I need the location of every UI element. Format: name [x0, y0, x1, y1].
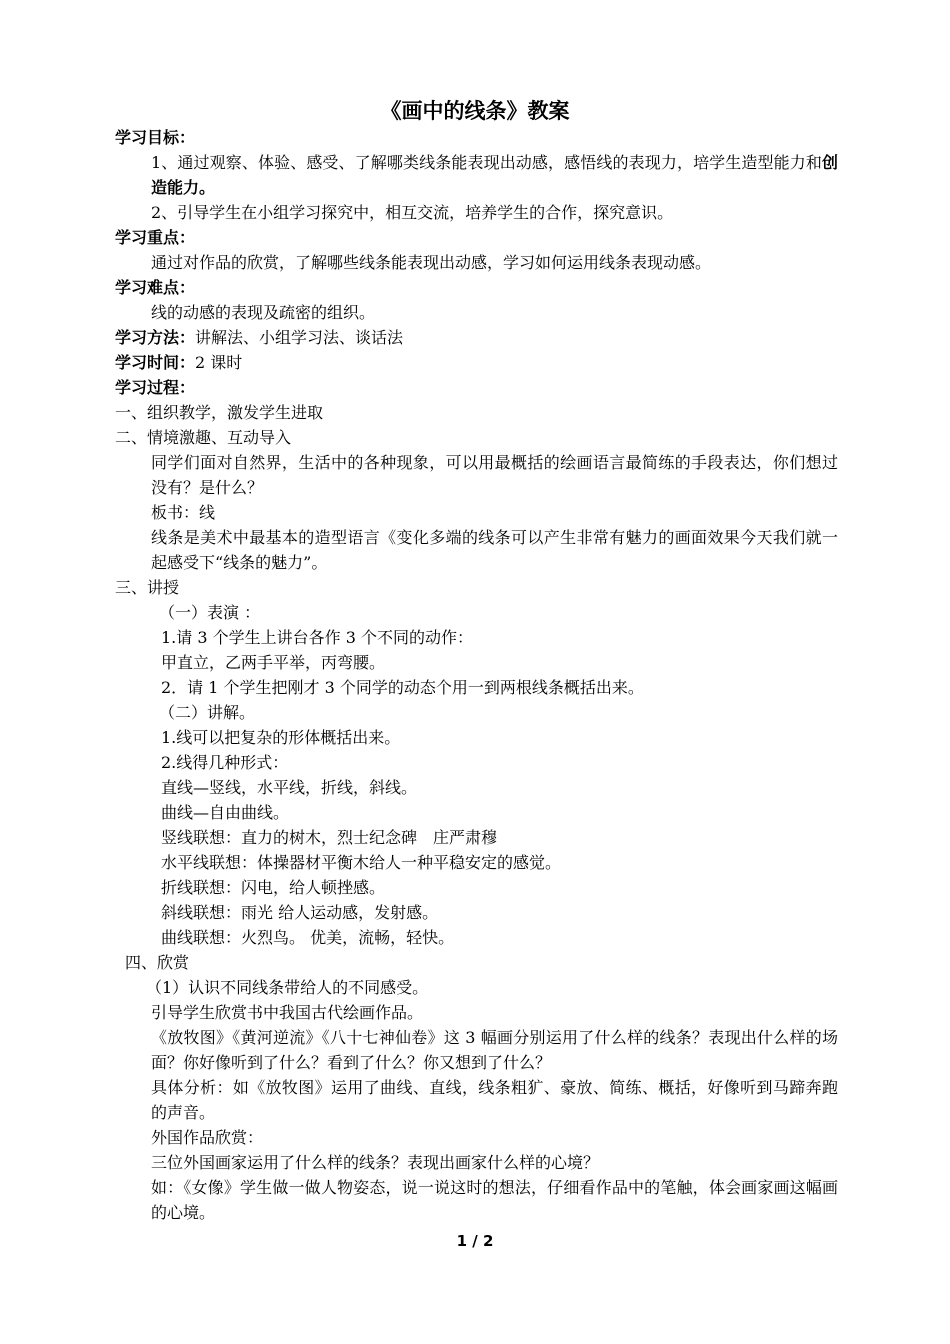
- section-3-b-7: 折线联想：闪电，给人顿挫感。: [161, 878, 386, 897]
- section-4-6: 三位外国画家运用了什么样的线条？表现出画家什么样的心境？: [151, 1153, 600, 1172]
- section-3-a-2: 甲直立，乙两手平举，丙弯腰。: [161, 653, 386, 672]
- section-2-paragraph-3: 线条是美术中最基本的造型语言《变化多端的线条可以产生非常有魅力的画面效果今天我们就一起感受下“线条的魅力”。: [151, 528, 838, 572]
- section-3: 三、讲授: [115, 578, 180, 597]
- difficulty-heading: 学习难点：: [115, 278, 196, 297]
- document-body: [115, 125, 838, 1225]
- key-text: 通过对作品的欣赏，了解哪些线条能表现出动感，学习如何运用线条表现动感。: [151, 253, 712, 272]
- section-3-b-5: 竖线联想：直力的树木，烈士纪念碑 庄严肃穆: [161, 828, 498, 847]
- section-3-b-4: 曲线—自由曲线。: [161, 803, 290, 822]
- section-3-b-6: 水平线联想：体操器材平衡木给人一种平稳安定的感觉。: [161, 853, 562, 872]
- goal-item-1-text: 1、通过观察、体验、感受、了解哪类线条能表现出动感，感悟线的表现力，培学生造型能力和: [151, 153, 822, 172]
- section-1: 一、组织教学，激发学生进取: [115, 403, 324, 422]
- goals-heading: 学习目标：: [115, 128, 196, 147]
- document-title: 《画中的线条》教案: [380, 99, 570, 123]
- time-text: 2 课时: [195, 353, 243, 372]
- difficulty-text: 线的动感的表现及疏密的组织。: [151, 303, 376, 322]
- process-heading: 学习过程：: [115, 378, 196, 397]
- section-3-b-9: 曲线联想：火烈鸟。 优美，流畅，轻快。: [161, 928, 455, 947]
- section-2: 二、情境激趣、互动导入: [115, 428, 292, 447]
- section-3-b-2: 2.线得几种形式：: [161, 753, 289, 772]
- section-3-b: （二）讲解。: [159, 703, 256, 722]
- section-4-3: 《放牧图》《黄河逆流》《八十七神仙卷》这 3 幅画分别运用了什么样的线条？表现出什么样的场面？你好像听到了什么？看到了什么？你又想到了什么？: [151, 1028, 838, 1072]
- method-line: [115, 325, 838, 350]
- section-4-2: 引导学生欣赏书中我国古代绘画作品。: [151, 1003, 424, 1022]
- goal-item-2: 2、引导学生在小组学习探究中，相互交流，培养学生的合作，探究意识。: [151, 203, 674, 222]
- section-4-1: （1）认识不同线条带给人的不同感受。: [146, 978, 429, 997]
- method-text: 讲解法、小组学习法、谈话法: [195, 328, 404, 347]
- page-number: 1 / 2: [456, 1232, 494, 1250]
- section-3-b-3: 直线—竖线，水平线，折线，斜线。: [161, 778, 418, 797]
- section-3-a: （一）表演 ：: [159, 603, 261, 622]
- section-2-paragraph-2: 板书：线: [151, 503, 216, 522]
- time-heading: 学习时间：: [115, 353, 196, 372]
- section-4-5: 外国作品欣赏：: [151, 1128, 264, 1147]
- section-3-a-1: 1.请 3 个学生上讲台各作 3 个不同的动作：: [161, 628, 473, 647]
- section-4-7: 如：《女像》学生做一做人物姿态，说一说这时的想法，仔细看作品中的笔触，体会画家画这幅画的心境。: [151, 1178, 838, 1222]
- section-4: 四、欣赏: [125, 953, 190, 972]
- key-heading: 学习重点：: [115, 228, 196, 247]
- section-3-b-8: 斜线联想：雨光 给人运动感，发射感。: [161, 903, 439, 922]
- section-2-paragraph-1: 同学们面对自然界，生活中的各种现象，可以用最概括的绘画语言最简练的手段表达，你们想过没有？是什么？: [151, 453, 838, 497]
- goal-item-1-bold: 创造能力。: [151, 153, 838, 197]
- section-3-b-1: 1.线可以把复杂的形体概括出来。: [161, 728, 401, 747]
- goal-item-1: [115, 150, 838, 200]
- time-line: [115, 350, 838, 375]
- section-4-4: 具体分析：如《放牧图》运用了曲线、直线，线条粗犷、豪放、简练、概括，好像听到马蹄奔跑的声音。: [151, 1078, 838, 1122]
- section-3-a-3: 2．请 1 个学生把刚才 3 个同学的动态个用一到两根线条概括出来。: [161, 678, 644, 697]
- method-heading: 学习方法：: [115, 328, 196, 347]
